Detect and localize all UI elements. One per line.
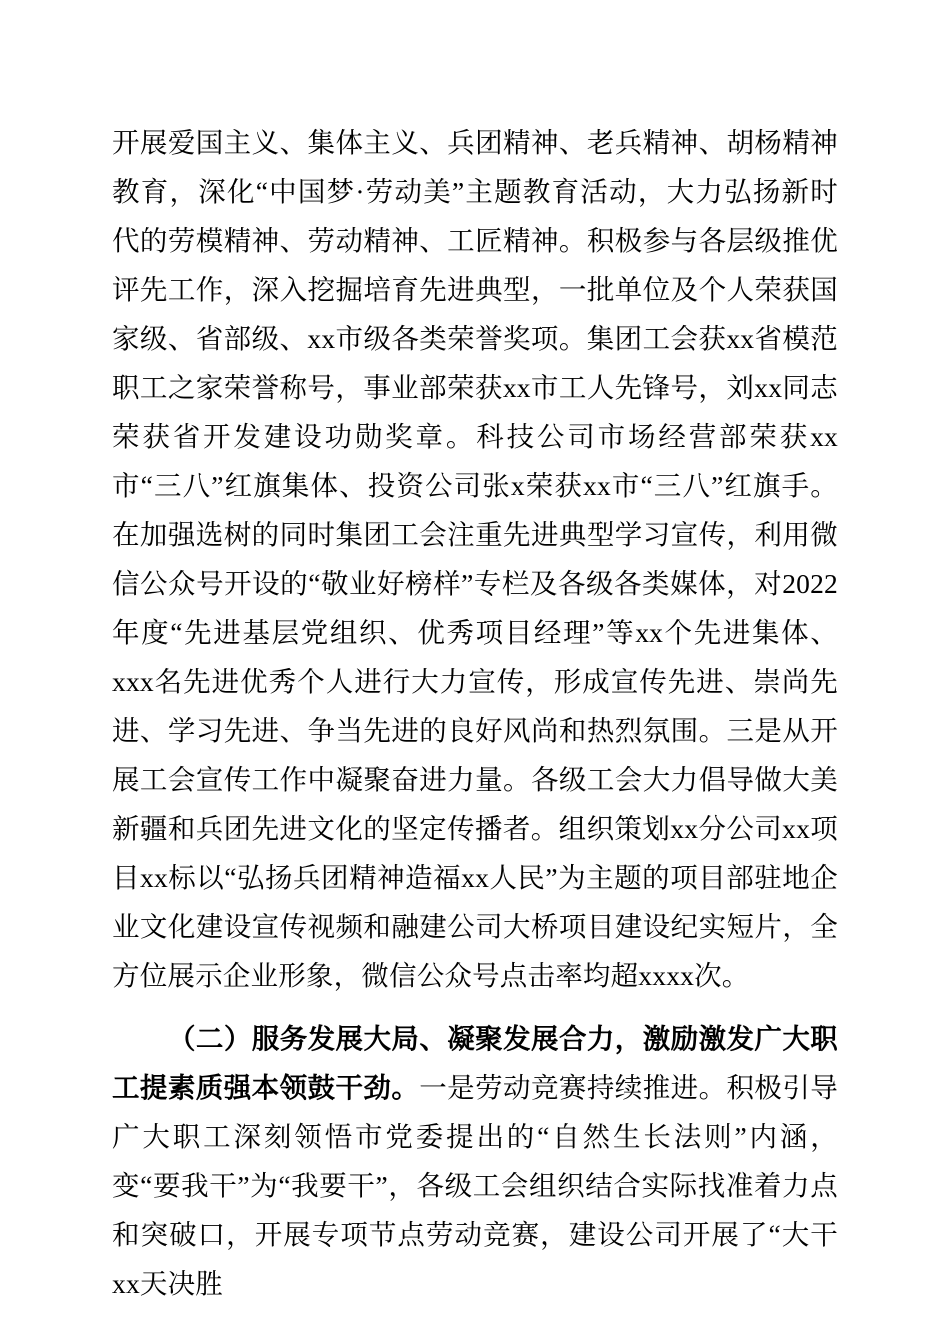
paragraph-2 <box>112 1014 838 1308</box>
paragraph-1-text: 开展爱国主义、集体主义、兵团精神、老兵精神、胡杨精神教育，深化“中国梦·劳动美”主题教育活动，大力弘扬新时代的劳模精神、劳动精神、工匠精神。积极参与各层级推优评先工作，深入挖掘培育先进典型，一批单位及个人荣获国家级、省部级、xx市级各类荣誉奖项。集团工会获xx省模范职工之家荣誉称号，事业部荣获xx市工人先锋号，刘xx同志荣获省开发建设功勋奖章。科技公司市场经营部荣获xx市“三八”红旗集体、投资公司张x荣获xx市“三八”红旗手。在加强选树的同时集团工会注重先进典型学习宣传，利用微信公众号开设的“敬业好榜样”专栏及各级各类媒体，对2022年度“先进基层党组织、优秀项目经理”等xx个先进集体、xxx名先进优秀个人进行大力宣传，形成宣传先进、崇尚先进、学习先进、争当先进的良好风尚和热烈氛围。三是从开展工会宣传工作中凝聚奋进力量。各级工会大力倡导做大美新疆和兵团先进文化的坚定传播者。组织策划xx分公司xx项目xx标以“弘扬兵团精神造福xx人民”为主题的项目部驻地企业文化建设宣传视频和融建公司大桥项目建设纪实短片，全方位展示企业形象，微信公众号点击率均超xxxx次。 <box>112 127 838 991</box>
paragraph-2-heading: （二）服务发展大局、凝聚发展合力，激励激发广大职工提素质强本领鼓干劲。 <box>112 1023 838 1103</box>
paragraph-1 <box>112 118 838 1000</box>
document-body <box>112 118 838 1308</box>
paragraph-2-text: 一是劳动竞赛持续推进。积极引导广大职工深刻领悟市党委提出的“自然生长法则”内涵，变“要我干”为“我要干”，各级工会组织结合实际找准着力点和突破口，开展专项节点劳动竞赛，建设公司开展了“大干xx天决胜 <box>112 1072 838 1299</box>
